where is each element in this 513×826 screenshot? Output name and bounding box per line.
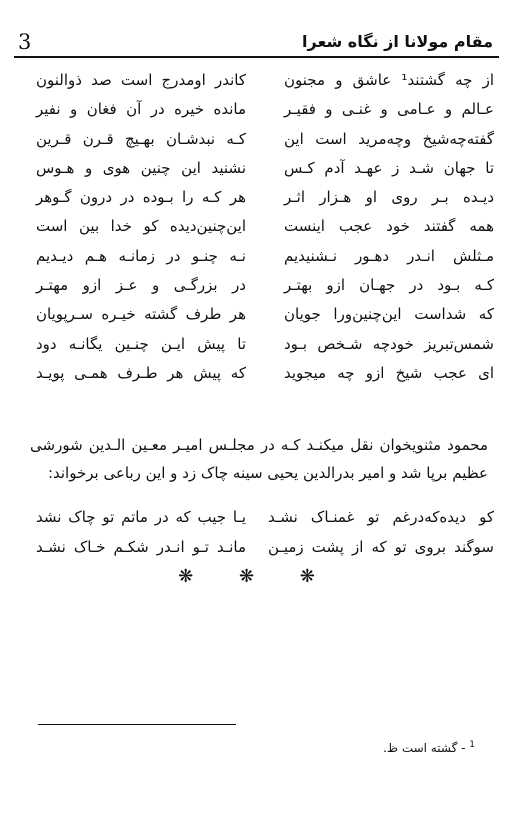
verse-row bbox=[0, 244, 513, 273]
page-header bbox=[14, 26, 499, 58]
verse-second-hemistich: هر طرف گشته خیـره سـرپویان bbox=[36, 305, 246, 324]
poem bbox=[0, 68, 513, 390]
verse-first-hemistich: که شداست این‌چنین‌ورا جویان bbox=[284, 305, 494, 324]
quatrain-second-hemistich: یـا جیب که در ماتم تو چاک نشد bbox=[36, 508, 246, 526]
verse-second-hemistich: هر کـه را بـوده در درون گـوهر bbox=[36, 188, 246, 207]
verse-row bbox=[0, 127, 513, 156]
verse-second-hemistich: نـه چنـو در زمانـه هـم دیـدیم bbox=[36, 246, 246, 265]
section-ornament: ❋ ❋ ❋ bbox=[178, 566, 335, 587]
footnote-text: - گشته است ظ. bbox=[383, 741, 466, 755]
verse-row bbox=[0, 185, 513, 214]
footnote-rule bbox=[38, 724, 236, 725]
verse-second-hemistich: نشنید این چنین هوی و هـوس bbox=[36, 158, 246, 177]
page-number: 3 bbox=[18, 30, 32, 54]
verse-row bbox=[0, 97, 513, 126]
verse-second-hemistich: در بزرگـی و عـز ازو مهتـر bbox=[36, 276, 246, 295]
verse-row bbox=[0, 214, 513, 243]
quatrain-first-hemistich: کو دیده‌که‌درغم تو غمنـاک نشـد bbox=[268, 508, 494, 526]
footnote-mark: 1 bbox=[469, 740, 475, 750]
verse-second-hemistich: کاندر اومدرج است صد ذوالنون bbox=[36, 71, 246, 89]
quatrain-first-hemistich: سوگند بروی تو که از پشت زمیـن bbox=[268, 538, 494, 556]
verse-first-hemistich: عـالم و عـامی و غنـی و فقیـر bbox=[284, 100, 494, 119]
verse-first-hemistich: کـه بـود در جهـان ازو بهتـر bbox=[284, 276, 494, 295]
running-title: مقام مولانا از نگاه شعرا bbox=[302, 32, 493, 51]
verse-row bbox=[0, 302, 513, 331]
verse-first-hemistich: شمس‌تبریز خودچه شـخص بـود bbox=[284, 334, 494, 353]
verse-second-hemistich: تا پیش ایـن چنـین یگانـه دود bbox=[36, 334, 246, 353]
header-rule bbox=[14, 56, 499, 58]
verse-first-hemistich: ای عجب شیخ ازو چه میجوید bbox=[284, 363, 494, 382]
verse-first-hemistich: از چه گشتند¹ عاشق و مجنون bbox=[284, 71, 494, 89]
verse-row bbox=[0, 332, 513, 361]
prose-paragraph: محمود مثنویخوان نقل میکنـد کـه در مجلـس امیـر معـین الـدین شورشی عظیم برپا شد و امیر بدرالدین یحیی سینه چاک زد و این رباعی برخواند: bbox=[30, 436, 488, 482]
verse-row bbox=[0, 68, 513, 97]
verse-row bbox=[0, 361, 513, 390]
quatrain-row bbox=[0, 505, 513, 535]
verse-first-hemistich: مـثلش انـدر دهـور نـشنیدیم bbox=[284, 246, 494, 265]
verse-first-hemistich: همه گفتند خود عجب اینست bbox=[284, 217, 494, 236]
verse-first-hemistich: گفته‌چه‌شیخ وچه‌مرید است این bbox=[284, 129, 494, 148]
quatrain bbox=[0, 505, 513, 565]
verse-row bbox=[0, 156, 513, 185]
verse-second-hemistich: مانده خیره در آن فغان و نفیر bbox=[36, 100, 246, 119]
verse-row bbox=[0, 273, 513, 302]
verse-first-hemistich: تا جهان شـد ز عهـد آدم کـس bbox=[284, 158, 494, 177]
quatrain-row bbox=[0, 535, 513, 565]
verse-first-hemistich: دیـده بـر روی او هـزار اثـر bbox=[284, 188, 494, 207]
verse-second-hemistich: کـه نبدشـان بهـیچ قـرن قـرین bbox=[36, 129, 246, 148]
verse-second-hemistich: این‌چنین‌دیده کو خدا بین است bbox=[36, 217, 246, 236]
footnote bbox=[383, 737, 475, 756]
quatrain-second-hemistich: مانـد تـو انـدر شکـم خـاک نشـد bbox=[36, 538, 246, 556]
verse-second-hemistich: که پیش هر طـرف همـی پویـد bbox=[36, 363, 246, 382]
